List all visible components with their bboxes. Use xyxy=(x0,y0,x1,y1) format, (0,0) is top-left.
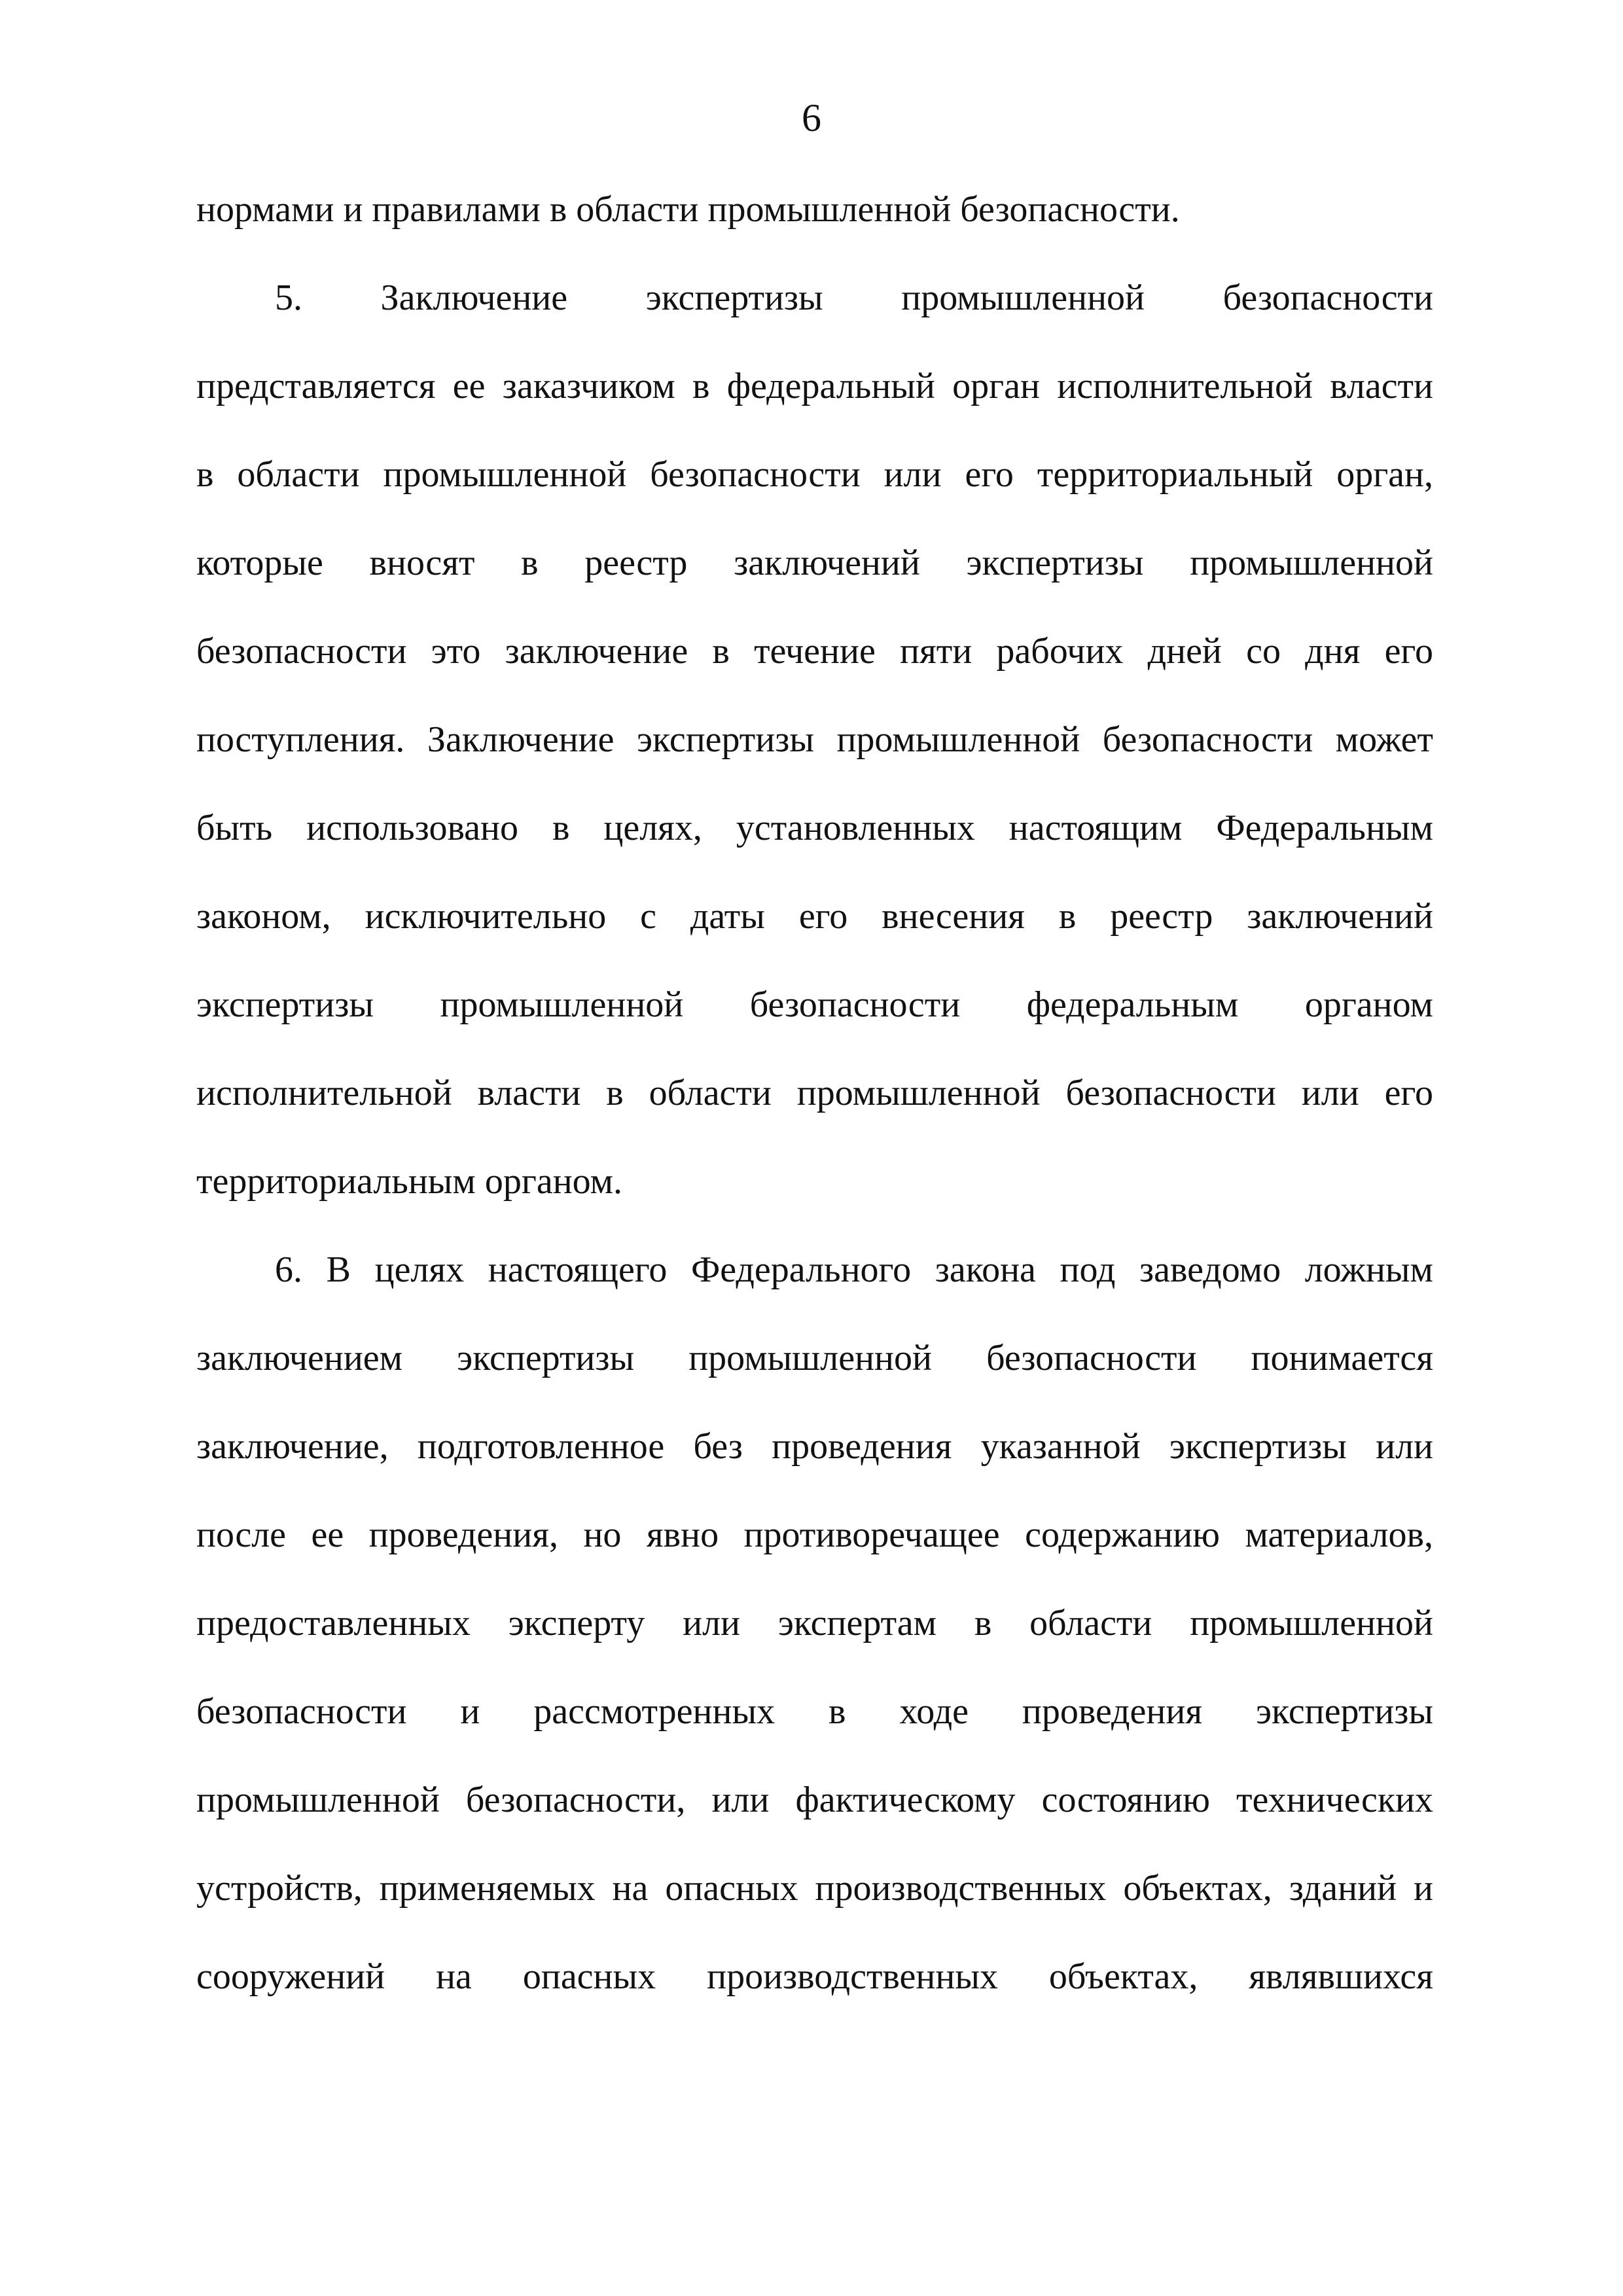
text-line: безопасности это заключение в течение пяти рабочих дней со дня его xyxy=(196,631,1433,672)
paragraph-6-start: 6. В целях настоящего Федерального закона под заведомо ложным xyxy=(275,1249,1433,1290)
page-number: 6 xyxy=(802,96,821,139)
text-line: сооружений на опасных производственных объектах, являвшихся xyxy=(196,1956,1433,1997)
text-line: исполнительной власти в области промышленной безопасности или его xyxy=(196,1073,1433,1113)
text-line: безопасности и рассмотренных в ходе проведения экспертизы xyxy=(196,1691,1433,1732)
text-line: поступления. Заключение экспертизы промышленной безопасности может xyxy=(196,719,1433,760)
text-line: законом, исключительно с даты его внесения в реестр заключений xyxy=(196,896,1433,937)
text-line: промышленной безопасности, или фактическому состоянию технических xyxy=(196,1780,1433,1820)
paragraph-5-start: 5. Заключение экспертизы промышленной безопасности xyxy=(275,278,1433,318)
text-line: экспертизы промышленной безопасности федеральным органом xyxy=(196,984,1433,1025)
text-line: которые вносят в реестр заключений экспертизы промышленной xyxy=(196,543,1433,583)
text-line: представляется ее заказчиком в федеральный орган исполнительной власти xyxy=(196,366,1433,406)
text-line: территориальным органом. xyxy=(196,1161,623,1202)
text-line: устройств, применяемых на опасных производственных объектах, зданий и xyxy=(196,1868,1433,1909)
text-line: предоставленных эксперту или экспертам в области промышленной xyxy=(196,1603,1433,1643)
text-line: после ее проведения, но явно противоречащее содержанию материалов, xyxy=(196,1515,1433,1555)
text-line: в области промышленной безопасности или его территориальный орган, xyxy=(196,454,1433,495)
text-line: заключение, подготовленное без проведения указанной экспертизы или xyxy=(196,1426,1433,1467)
text-line: заключением экспертизы промышленной безопасности понимается xyxy=(196,1338,1433,1378)
text-line: нормами и правилами в области промышленной безопасности. xyxy=(196,189,1180,230)
text-line: быть использовано в целях, установленных настоящим Федеральным xyxy=(196,808,1433,848)
